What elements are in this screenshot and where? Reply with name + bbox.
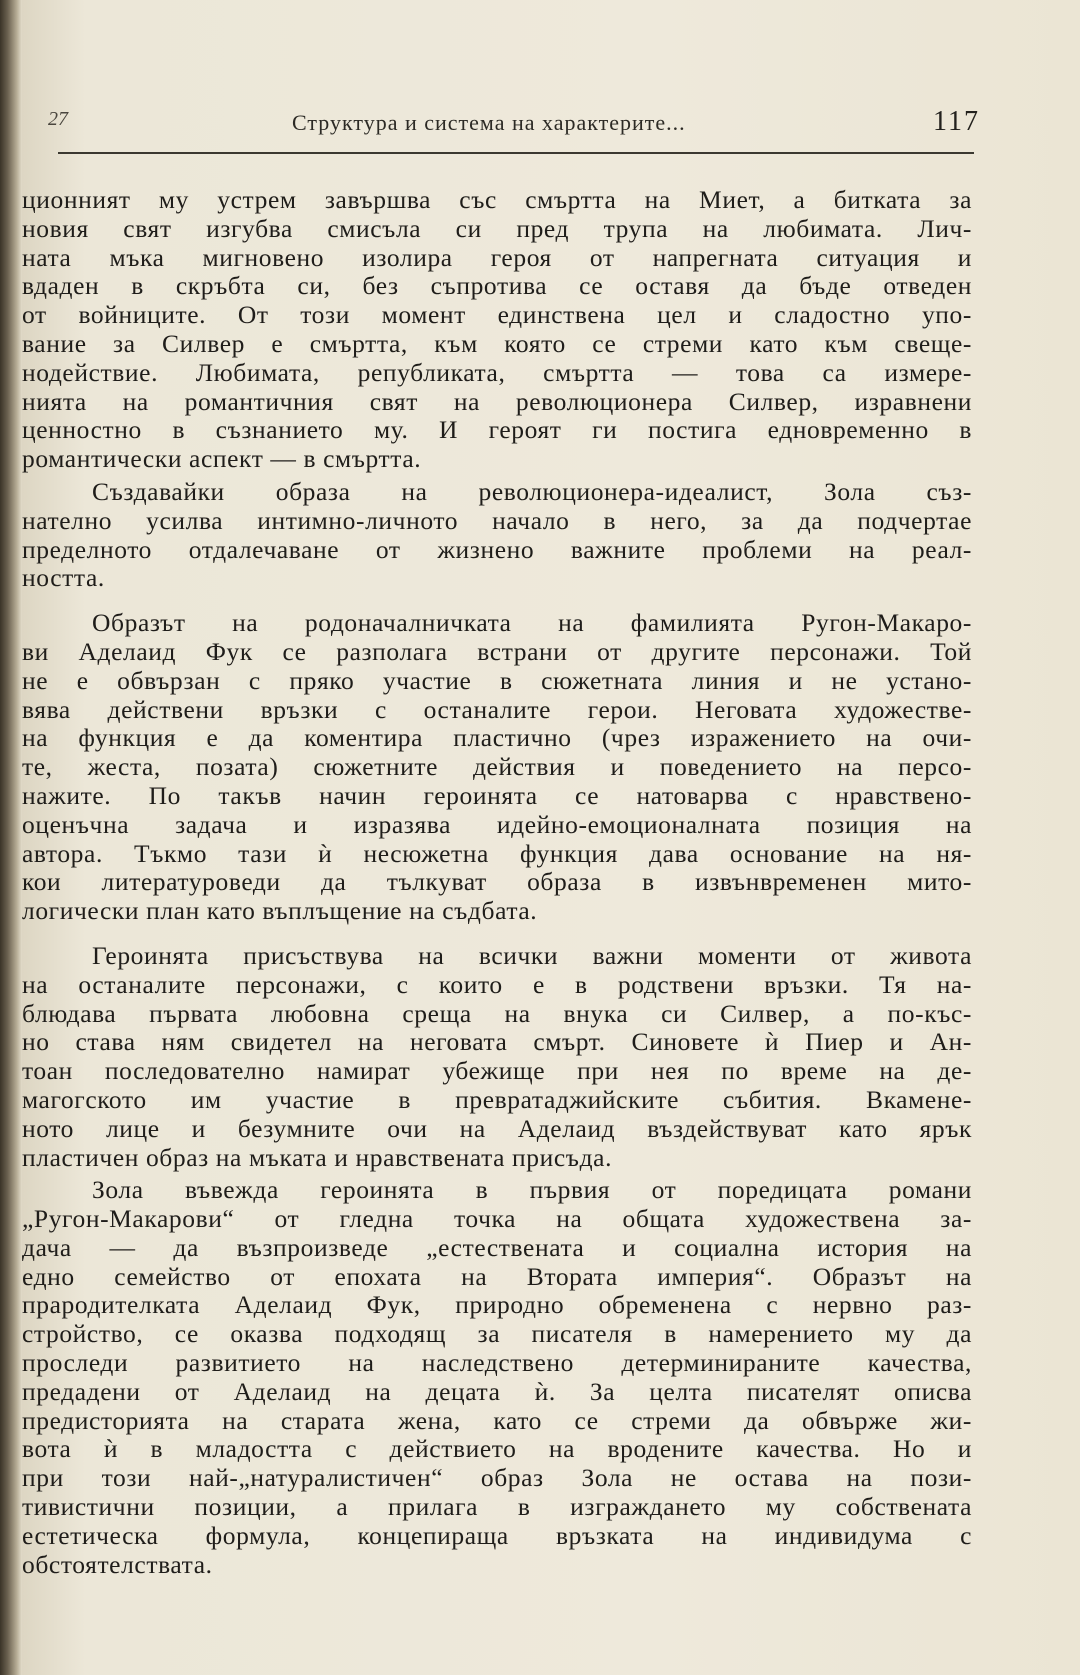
text-line: нателно усилва интимно-личното начало в него, за да подчертае (22, 505, 972, 535)
text-line: ната мъка мигновено изолира героя от напрегната ситуация и (22, 242, 972, 272)
text-line: нията на романтичния свят на революционера Силвер, изравнени (22, 386, 972, 416)
paragraph (22, 186, 972, 474)
text-line: оценъчна задача и изразява идейно-емоционалната позиция на (22, 809, 972, 839)
text-line: Зола въвежда героинята в първия от поредицата романи (92, 1175, 972, 1205)
text-line: естетическа формула, концепираща връзката на индивидума с (22, 1520, 972, 1550)
text-line: вота ѝ в младостта с действието на вродените качества. Но и (22, 1434, 972, 1464)
paragraph (22, 1176, 972, 1579)
text-line: на останалите персонажи, с които е в родствени връзки. Тя на- (22, 969, 972, 999)
chapter-mark: 27 (48, 108, 68, 130)
running-head: Структура и система на характерите... (292, 110, 686, 135)
text-line: не е обвързан с пряко участие в сюжетната линия и не устано- (22, 665, 972, 695)
text-line: автора. Тъкмо тази ѝ несюжетна функция дава основание на ня- (22, 838, 972, 868)
page-header (42, 102, 980, 150)
text-line: Образът на родоначалничката на фамилията Ругон-Макаро- (92, 608, 972, 638)
text-line: прародителката Аделаид Фук, природно обременена с нервно раз- (22, 1290, 972, 1320)
text-line: на функция е да коментира пластично (чрез изражението на очи- (22, 723, 972, 753)
text-line: обстоятелствата. (22, 1549, 213, 1579)
text-line: новия свят изгубва смисъла си пред трупа на любимата. Лич- (22, 213, 972, 243)
text-line: дача — да възпроизведе „естествената и социална история на (22, 1232, 972, 1262)
text-line: магогското им участие в превратаджийските събития. Вкамене- (22, 1084, 972, 1114)
text-line: Героинята присъствува на всички важни моменти от живота (92, 940, 972, 970)
text-line: вява действени връзки с останалите герои. Неговата художестве- (22, 694, 972, 724)
text-line: те, жеста, позата) сюжетните действия и поведението на персо- (22, 752, 972, 782)
text-line: тивистични позиции, а прилага в изграждането му собствената (22, 1492, 972, 1522)
text-line: нажите. По такъв начин героинята се натоварва с нравствено- (22, 780, 972, 810)
text-line: пределното отдалечаване от жизнено важните проблеми на реал- (22, 534, 972, 564)
text-line: вдаден в скръбта си, без съпротива се оставя да бъде отведен (22, 271, 972, 301)
paragraph (22, 942, 972, 1172)
text-line: логически план като въплъщение на съдбата. (22, 896, 538, 926)
text-line: блюдава първата любовна среща на внука си Силвер, а по-къс- (22, 998, 972, 1028)
text-line: „Ругон-Макарови“ от гледна точка на общата художествена за- (22, 1204, 972, 1234)
text-line: пластичен образ на мъката и нравствената присъда. (22, 1142, 613, 1172)
text-line: едно семейство от епохата на Втората империя“. Образът на (22, 1261, 972, 1291)
body-text (22, 186, 972, 1583)
text-line: Създавайки образа на революционера-идеалист, Зола съз- (92, 476, 972, 506)
text-line: романтически аспект — в смъртта. (22, 444, 422, 474)
book-page (22, 0, 1080, 1675)
text-line: кои литературоведи да тълкуват образа в извънвременен мито- (22, 867, 972, 897)
text-line: ценностно в съзнанието му. И героят ги постига едновременно в (22, 415, 972, 445)
text-line: тоан последователно намират убежище при нея по време на де- (22, 1056, 972, 1086)
text-line: предисторията на старата жена, като се стреми да обвърже жи- (22, 1405, 972, 1435)
text-line: от войниците. От този момент единствена цел и сладостно упо- (22, 300, 972, 330)
text-line: проследи развитието на наследствено детерминираните качества, (22, 1348, 972, 1378)
paragraph (22, 609, 972, 926)
text-line: ви Аделаид Фук се разполага встрани от другите персонажи. Той (22, 636, 972, 666)
text-line: предадени от Аделаид на децата ѝ. За целта писателят описва (22, 1376, 972, 1406)
header-rule (58, 152, 974, 154)
text-line: ното лице и безумните очи на Аделаид въздействуват като ярък (22, 1113, 972, 1143)
text-line: но става ням свидетел на неговата смърт. Синовете ѝ Пиер и Ан- (22, 1027, 972, 1057)
text-line: стройство, се оказва подходящ за писателя в намерението му да (22, 1319, 972, 1349)
paragraph (22, 478, 972, 593)
book-spine-shadow (0, 0, 22, 1675)
text-line: при този най-„натуралистичен“ образ Зола не остава на пози- (22, 1463, 972, 1493)
text-line: нодействие. Любимата, републиката, смъртта — това са измере- (22, 357, 972, 387)
page-number: 117 (933, 106, 980, 137)
text-line: вание за Силвер е смъртта, към която се стреми като към свеще- (22, 328, 972, 358)
text-line: ционният му устрем завършва със смъртта на Миет, а битката за (22, 185, 972, 214)
text-line: ността. (22, 563, 105, 593)
